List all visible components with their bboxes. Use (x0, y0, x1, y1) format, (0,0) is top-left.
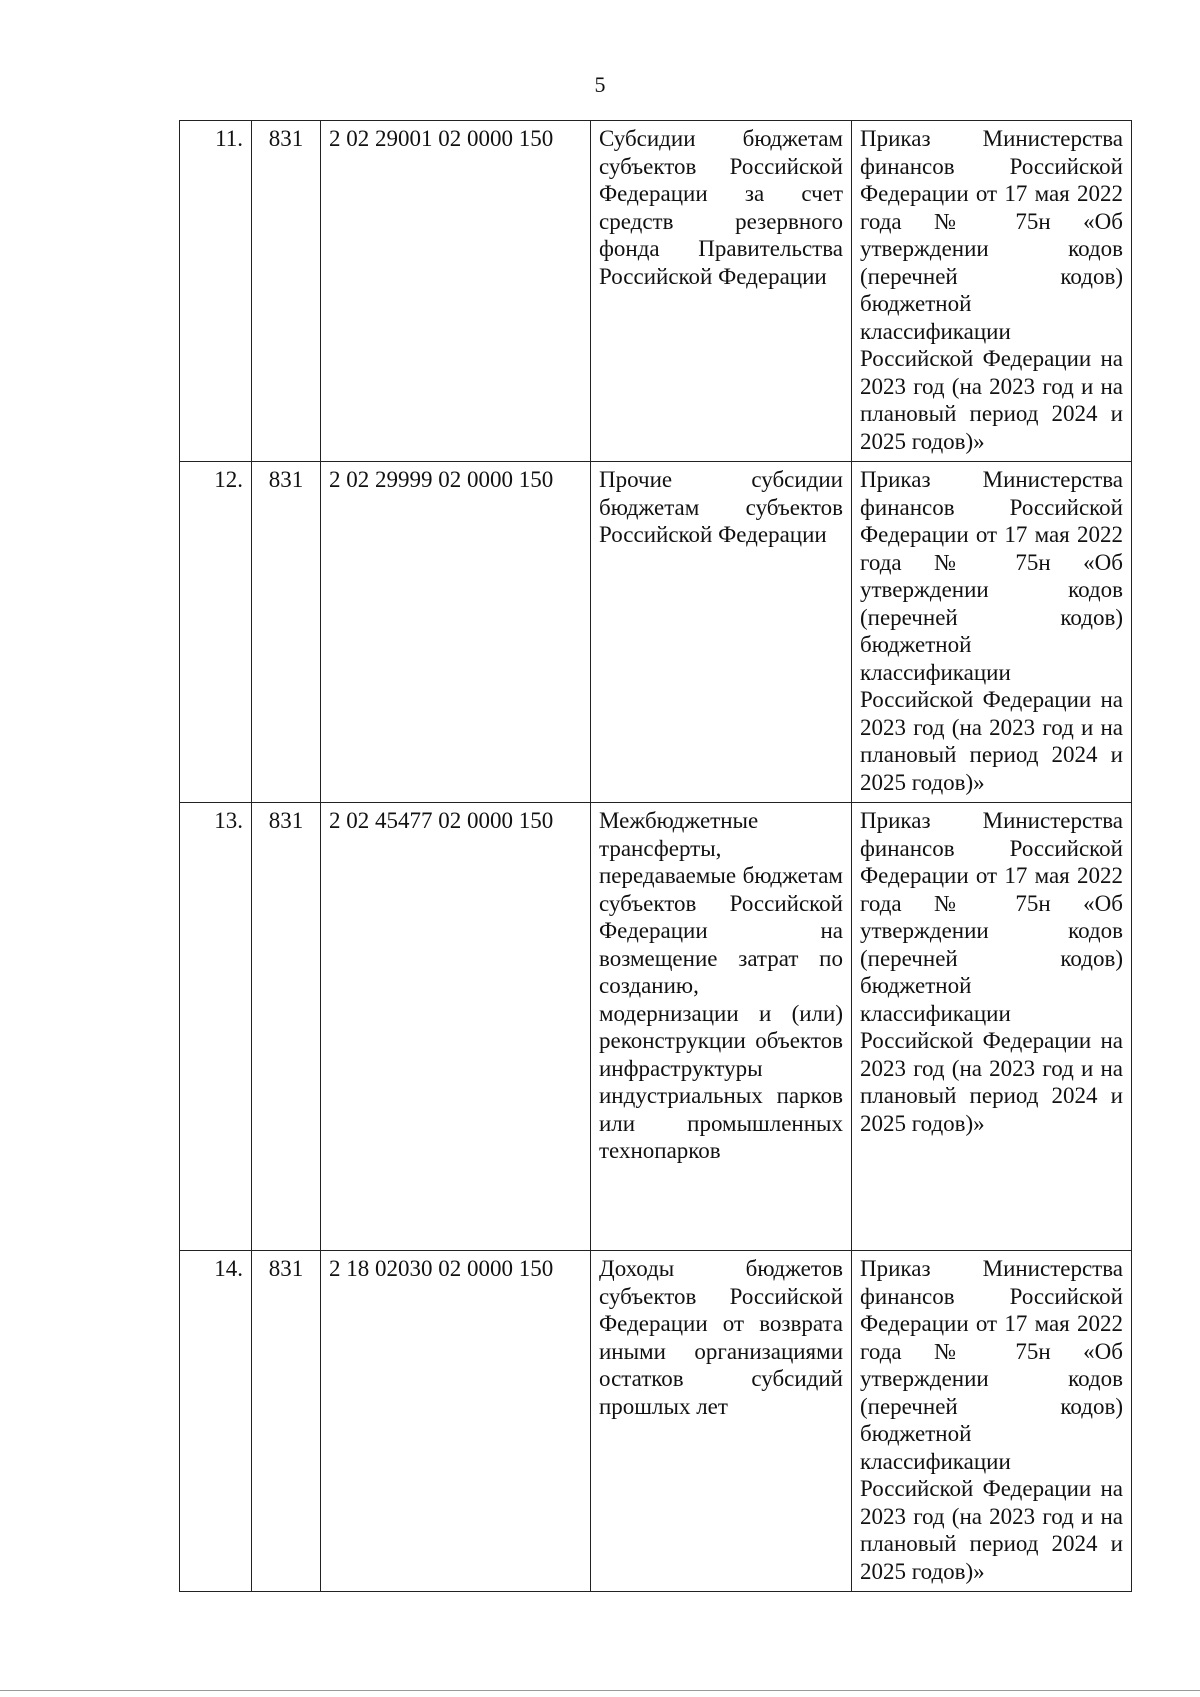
administrator-code: 831 (252, 462, 321, 803)
legal-basis: Приказ Министерства финансов Российской Федерации от 17 мая 2022 года № 75н «Об утверждении кодов (перечней кодов) бюджетной классификации Российской Федерации на 2023 год (на 2023 год и на плановый период 2024 и 2025 годов)» (852, 462, 1132, 803)
page-number: 5 (594, 72, 606, 97)
income-name: Доходы бюджетов субъектов Российской Федерации от возврата иными организациями остатков субсидий прошлых лет (591, 1251, 852, 1592)
administrator-code: 831 (252, 803, 321, 1251)
table-row (180, 803, 1132, 1251)
table-row (180, 462, 1132, 803)
budget-classification-code: 2 18 02030 02 0000 150 (321, 1251, 591, 1592)
row-number: 14. (180, 1251, 252, 1592)
budget-classification-code: 2 02 45477 02 0000 150 (321, 803, 591, 1251)
table-row (180, 1251, 1132, 1592)
legal-basis: Приказ Министерства финансов Российской Федерации от 17 мая 2022 года № 75н «Об утверждении кодов (перечней кодов) бюджетной классификации Российской Федерации на 2023 год (на 2023 год и на плановый период 2024 и 2025 годов)» (852, 1251, 1132, 1592)
income-name: Субсидии бюджетам субъектов Российской Федерации за счет средств резервного фонда Правительства Российской Федерации (591, 121, 852, 462)
table-row (180, 121, 1132, 462)
page-bottom-rule (0, 1690, 1200, 1691)
administrator-code: 831 (252, 121, 321, 462)
income-name: Межбюджетные трансферты, передаваемые бюджетам субъектов Российской Федерации на возмещение затрат по созданию, модернизации и (или) реконструкции объектов инфраструктуры индустриальных парков или промышленных технопарков (591, 803, 852, 1251)
administrator-code: 831 (252, 1251, 321, 1592)
legal-basis: Приказ Министерства финансов Российской Федерации от 17 мая 2022 года № 75н «Об утверждении кодов (перечней кодов) бюджетной классификации Российской Федерации на 2023 год (на 2023 год и на плановый период 2024 и 2025 годов)» (852, 803, 1132, 1251)
income-codes-table (179, 120, 1132, 1592)
legal-basis: Приказ Министерства финансов Российской Федерации от 17 мая 2022 года № 75н «Об утверждении кодов (перечней кодов) бюджетной классификации Российской Федерации на 2023 год (на 2023 год и на плановый период 2024 и 2025 годов)» (852, 121, 1132, 462)
income-name: Прочие субсидии бюджетам субъектов Российской Федерации (591, 462, 852, 803)
budget-classification-code: 2 02 29999 02 0000 150 (321, 462, 591, 803)
budget-classification-code: 2 02 29001 02 0000 150 (321, 121, 591, 462)
row-number: 11. (180, 121, 252, 462)
row-number: 12. (180, 462, 252, 803)
row-number: 13. (180, 803, 252, 1251)
